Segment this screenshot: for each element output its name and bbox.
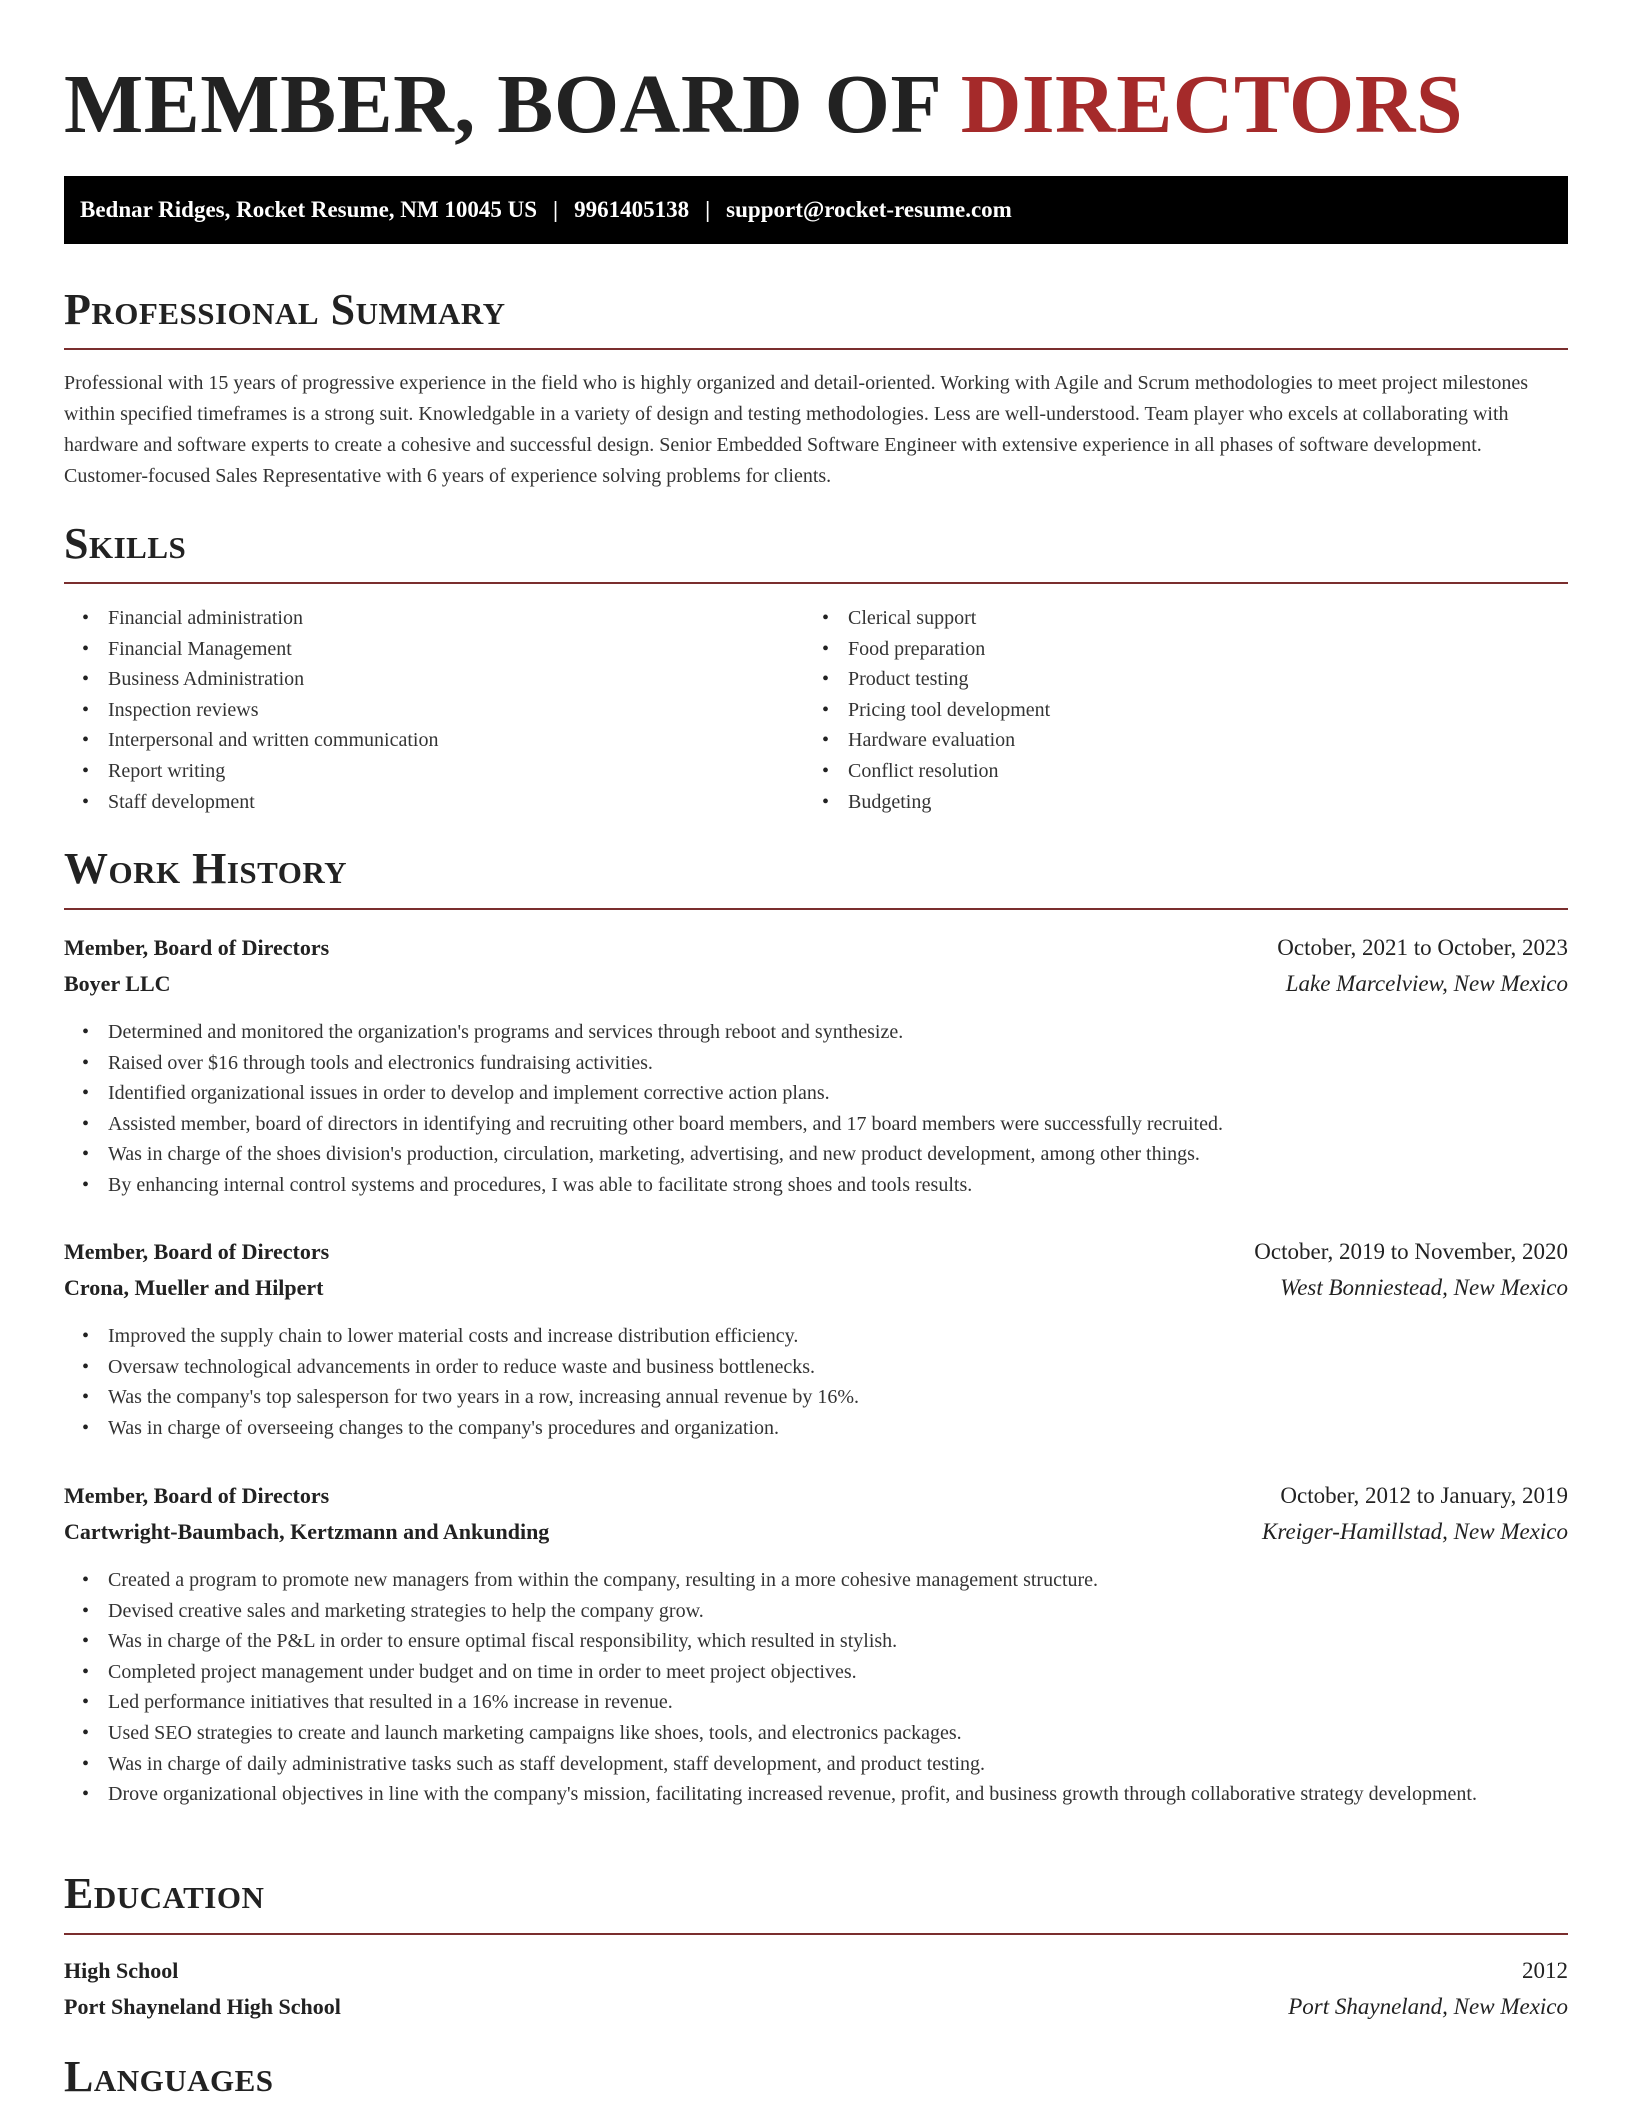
skill-item: • Financial Management [108,634,764,665]
section-divider [64,1933,1568,1935]
education-location: Port Shayneland, New Mexico [1288,1994,1568,2019]
job-duties-list [64,1321,1568,1443]
job-company: Cartwright-Baumbach, Kertzmann and Ankunding [64,1519,550,1544]
title-accent: DIRECTORS [960,58,1464,151]
duty-item: • Devised creative sales and marketing strategies to help the company grow. [108,1596,1568,1627]
job-duties [64,1017,1568,1201]
skills-heading: Skills [64,519,187,568]
job-company: Crona, Mueller and Hilpert [64,1275,324,1300]
job-location: Kreiger-Hamillstad, New Mexico [1262,1519,1568,1544]
job-header [64,1234,1568,1306]
skills-list-right [804,603,1504,817]
languages-heading: Languages [64,2052,274,2101]
duty-item: • Completed project management under budget and on time in order to meet project objectives. [108,1657,1568,1688]
section-divider [64,908,1568,910]
duty-item: • Assisted member, board of directors in identifying and recruiting other board members, and 17 board members were successfully recruited. [108,1109,1568,1140]
skill-item: • Budgeting [848,787,1504,818]
job-header [64,1478,1568,1550]
title-main: MEMBER, BOARD OF [64,58,940,151]
skill-item: • Interpersonal and written communication [108,725,764,756]
skill-item: • Business Administration [108,664,764,695]
job-dates: October, 2012 to January, 2019 [1280,1483,1568,1508]
resume-title [64,0,1568,154]
duty-item: • Improved the supply chain to lower material costs and increase distribution efficiency. [108,1321,1568,1352]
duty-item: • Oversaw technological advancements in order to reduce waste and business bottlenecks. [108,1352,1568,1383]
education-school: Port Shayneland High School [64,1994,341,2019]
job-location: Lake Marcelview, New Mexico [1285,971,1568,996]
contact-phone: 9961405138 [574,197,690,222]
job-location: West Bonniestead, New Mexico [1280,1275,1568,1300]
section-divider [64,582,1568,584]
duty-item: • Drove organizational objectives in line with the company's mission, facilitating increased revenue, profit, and business growth through collaborative strategy development. [108,1779,1568,1810]
duty-item: • Led performance initiatives that resulted in a 16% increase in revenue. [108,1687,1568,1718]
job-duties-list [64,1565,1568,1810]
skill-item: • Hardware evaluation [848,725,1504,756]
job-role: Member, Board of Directors [64,935,330,960]
contact-address: Bednar Ridges, Rocket Resume, NM 10045 US [80,197,538,222]
skills-column-right [804,603,1504,817]
duty-item: • Identified organizational issues in order to develop and implement corrective action plans. [108,1078,1568,1109]
job-duties-list [64,1017,1568,1201]
duty-item: • Created a program to promote new managers from within the company, resulting in a more cohesive management structure. [108,1565,1568,1596]
skill-item: • Financial administration [108,603,764,634]
duty-item: • Determined and monitored the organization's programs and services through reboot and synthesize. [108,1017,1568,1048]
section-divider [64,348,1568,350]
skills-list-left [64,603,764,817]
skill-item: • Conflict resolution [848,756,1504,787]
job-role: Member, Board of Directors [64,1239,330,1264]
duty-item: • Raised over $16 through tools and electronics fundraising activities. [108,1048,1568,1079]
contact-email: support@rocket-resume.com [726,197,1012,222]
work-history-heading: Work History [64,844,348,893]
duty-item: • Was in charge of the P&L in order to ensure optimal fiscal responsibility, which resulted in stylish. [108,1626,1568,1657]
job-company: Boyer LLC [64,971,171,996]
skill-item: • Clerical support [848,603,1504,634]
skill-item: • Report writing [108,756,764,787]
education-degree: High School [64,1958,179,1983]
education-year: 2012 [1522,1958,1568,1983]
contact-bar [64,176,1568,244]
job-dates: October, 2019 to November, 2020 [1254,1239,1568,1264]
skill-item: • Inspection reviews [108,695,764,726]
job-duties [64,1321,1568,1443]
education-entry [64,1953,1568,2025]
duty-item: • Was in charge of overseeing changes to the company's procedures and organization. [108,1413,1568,1444]
job-duties [64,1565,1568,1810]
duty-item: • Was in charge of the shoes division's production, circulation, marketing, advertising, and new product development, among other things. [108,1139,1568,1170]
contact-separator: | [553,197,559,222]
resume-page [64,0,1568,2101]
duty-item: • Was the company's top salesperson for two years in a row, increasing annual revenue by 16%. [108,1382,1568,1413]
skills-column-left [64,603,764,817]
contact-separator: | [705,197,711,222]
summary-heading: Professional Summary [64,285,506,334]
duty-item: • Used SEO strategies to create and launch marketing campaigns like shoes, tools, and electronics packages. [108,1718,1568,1749]
skill-item: • Food preparation [848,634,1504,665]
job-dates: October, 2021 to October, 2023 [1277,935,1568,960]
skill-item: • Staff development [108,787,764,818]
job-header [64,930,1568,1002]
summary-text: Professional with 15 years of progressive experience in the field who is highly organized and detail-oriented. Working with Agile and Scrum methodologies to meet project milestones within specified timeframes is a strong suit. Knowledgable in a variety of design and testing methodologies. Less are well-understood. Team player who excels at collaborating with hardware and software experts to create a cohesive and successful design. Senior Embedded Software Engineer with extensive experience in all phases of software development. Customer-focused Sales Representative with 6 years of experience solving problems for clients. [64,372,1528,487]
job-role: Member, Board of Directors [64,1483,330,1508]
skill-item: • Pricing tool development [848,695,1504,726]
education-heading: Education [64,1869,265,1918]
skill-item: • Product testing [848,664,1504,695]
duty-item: • By enhancing internal control systems and procedures, I was able to facilitate strong shoes and tools results. [108,1170,1568,1201]
duty-item: • Was in charge of daily administrative tasks such as staff development, staff development, and product testing. [108,1749,1568,1780]
